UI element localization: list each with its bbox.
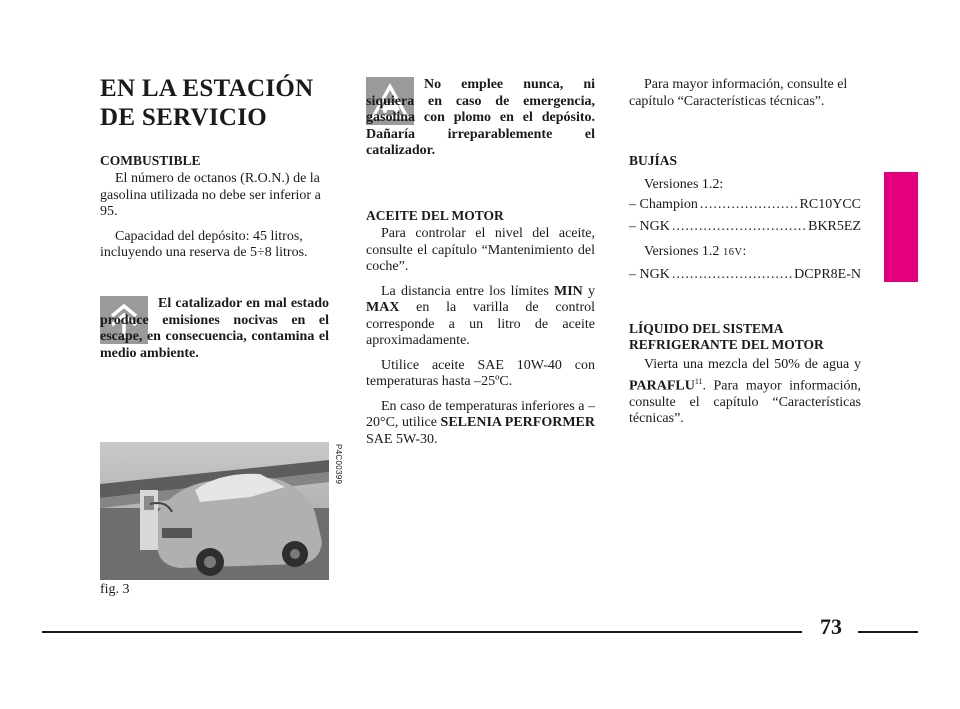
ngk-value-2: DCPR8E-N (794, 267, 861, 282)
ngk-value-1: BKR5EZ (808, 219, 861, 234)
aceite-level-text: Para controlar el nivel del aceite, consulte el capítulo “Mantenimiento del coche”. (366, 226, 595, 274)
bujias-heading: BUJÍAS (629, 153, 678, 168)
more-info-text: Para mayor información, consulte el capítulo “Características técnicas”. (629, 77, 848, 109)
ngk-label-1: – NGK (629, 219, 670, 234)
page-number: 73 (820, 614, 842, 639)
champion-value: RC10YCC (799, 196, 861, 212)
footer-rule-right (858, 631, 918, 633)
leader-dots (672, 219, 806, 236)
aceite-heading: ACEITE DEL MOTOR (366, 208, 504, 223)
version-2-colon: : (742, 243, 747, 259)
ngk-label-2: – NGK (629, 267, 670, 282)
ngk-row-2 (629, 267, 861, 284)
champion-label: – Champion (629, 196, 698, 212)
version-2-label (629, 244, 861, 262)
aceite-minmax-and: y (582, 283, 596, 299)
min-label: MIN (554, 283, 583, 299)
combustible-octane-text: El número de octanos (R.O.N.) de la gasolina utilizada no debe ser inferior a 95. (100, 171, 321, 219)
liquido-heading-line-2: REFRIGERANTE DEL MOTOR (629, 337, 824, 352)
version-1-label: Versiones 1.2: (644, 177, 724, 192)
combustible-heading: COMBUSTIBLE (100, 153, 201, 168)
liquido-post: . Para mayor información, consulte el capítulo “Características técnicas”. (629, 378, 861, 427)
footer-rule-left (42, 631, 802, 633)
paraflu-brand: PARAFLU (629, 378, 695, 394)
liquido-text (629, 357, 861, 428)
aceite-minmax-post: en la varilla de control corresponde a un litro de aceite aproximadamente. (366, 300, 595, 348)
title-line-2: DE SERVICIO (100, 104, 268, 131)
aceite-minmax-text (366, 284, 595, 350)
aceite-minmax-pre: La distancia entre los límites (381, 283, 555, 299)
aceite-section (366, 208, 595, 448)
version-2-pre: Versiones 1.2 (644, 243, 723, 259)
leader-dots (672, 267, 792, 284)
bujias-section (629, 153, 861, 284)
liquido-section (629, 321, 861, 428)
figure-label: fig. 3 (100, 582, 130, 597)
lead-warning-text: No emplee nunca, ni siquiera en caso de emergencia, gasolina con plomo en el depósito. Dañaría irreparablemente el catalizador. (366, 77, 595, 158)
paraflu-superscript: 11 (694, 376, 703, 386)
liquido-pre: Vierta una mezcla del 50% de agua y (644, 357, 861, 372)
leader-dots (700, 197, 798, 214)
page-title (100, 74, 314, 132)
liquido-heading (629, 321, 861, 353)
col3-intro (629, 77, 861, 110)
aceite-low-temp-text (366, 399, 595, 449)
version-2-16v: 16V (722, 246, 743, 258)
combustible-capacity-text: Capacidad del depósito: 45 litros, incluyendo una reserva de 5÷8 litros. (100, 228, 308, 260)
champion-row (629, 197, 861, 214)
aceite-low-temp-pre: En caso de temperaturas inferiores a –20°C, utilice (366, 398, 595, 430)
max-label: MAX (366, 300, 400, 315)
ngk-row-1 (629, 219, 861, 236)
aceite-low-temp-post: SAE 5W-30. (366, 431, 438, 447)
liquido-heading-line-1: LÍQUIDO DEL SISTEMA (629, 321, 784, 336)
catalyst-warning-text: El catalizador en mal estado produce emisiones nocivas en el escape, en consecuencia, contamina el medio ambiente. (100, 296, 329, 361)
aceite-sae-text: Utilice aceite SAE 10W-40 con temperaturas hasta –25ºC. (366, 357, 595, 389)
combustible-section (100, 153, 329, 262)
figure-code: P4C00399 (334, 444, 343, 485)
section-tab-marker (884, 172, 918, 282)
selenia-brand: SELENIA PERFORMER (440, 415, 595, 430)
fuel-station-photo (100, 442, 329, 580)
title-line-1: EN LA ESTACIÓN (100, 75, 314, 102)
